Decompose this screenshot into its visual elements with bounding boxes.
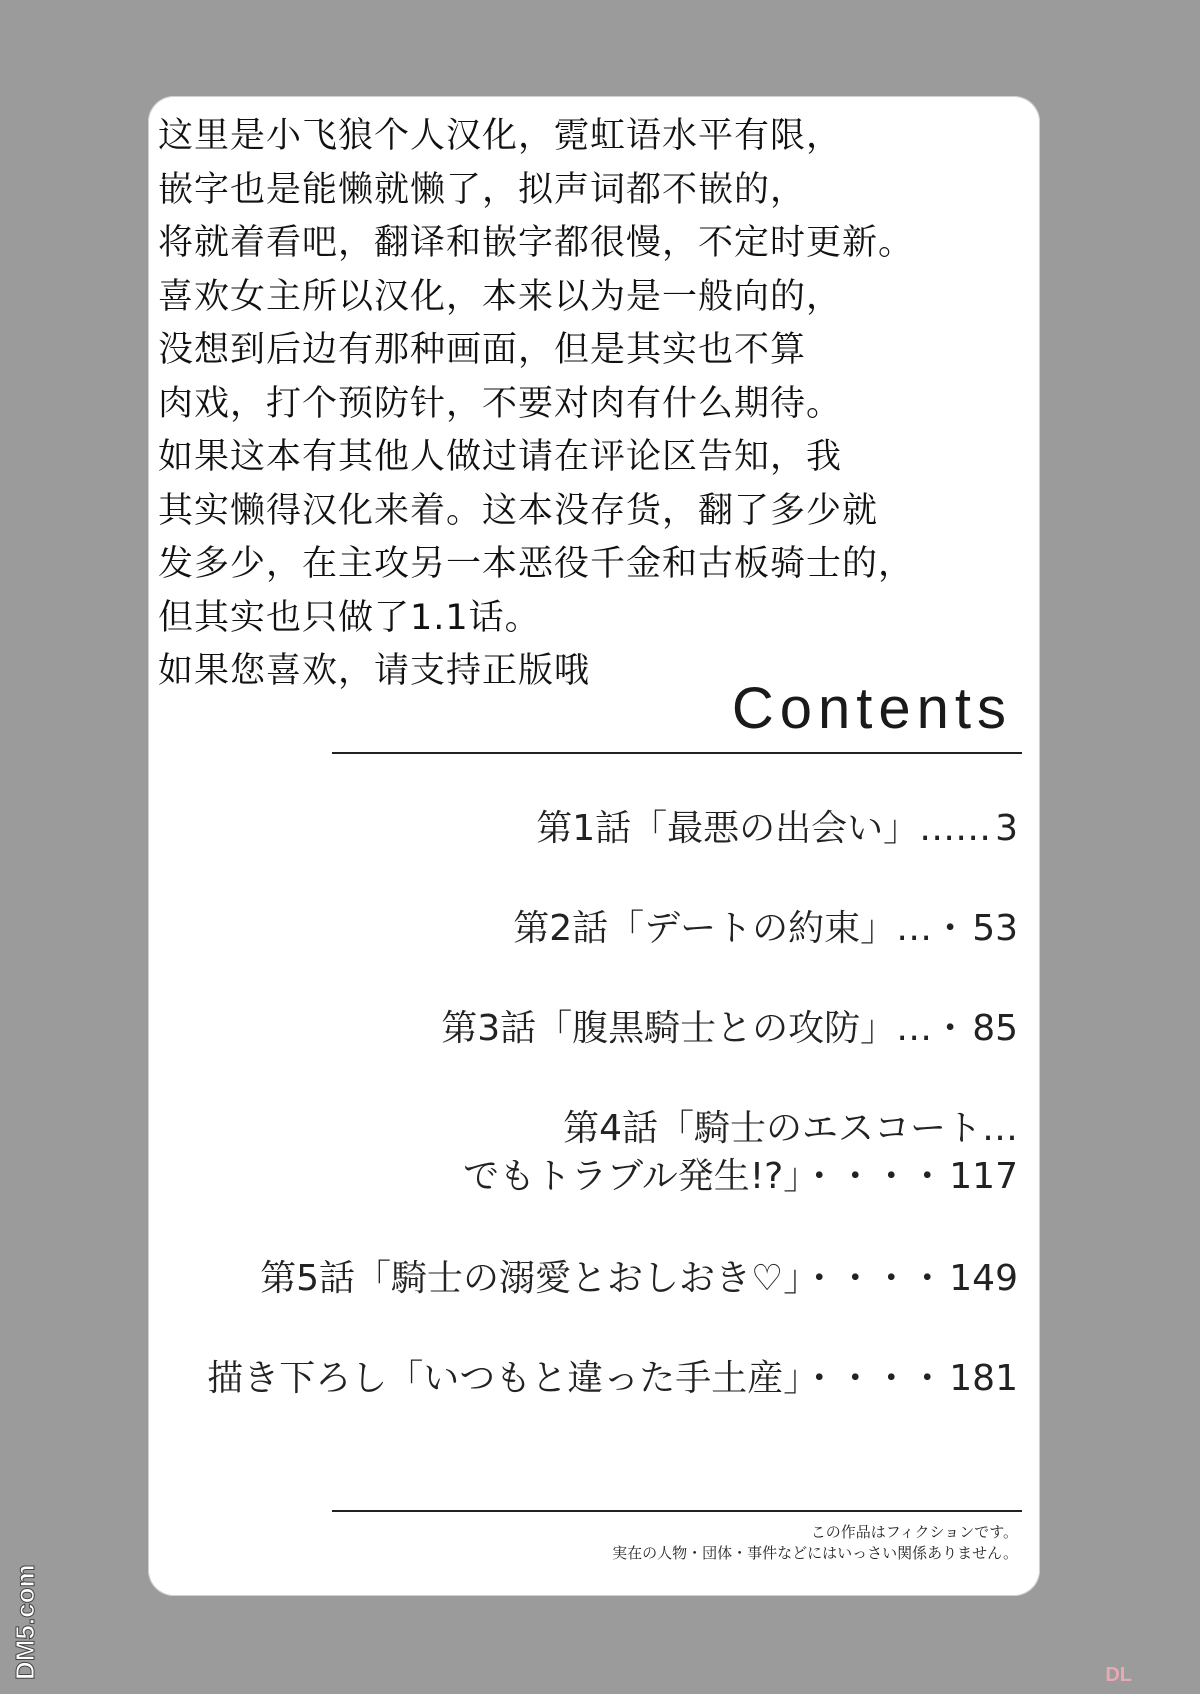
- note-line: 如果这本有其他人做过请在评论区告知，我: [158, 437, 843, 477]
- toc-entry-chapter-3[interactable]: [441, 1005, 1018, 1053]
- disclaimer-line: この作品はフィクションです。: [810, 1523, 1018, 1541]
- toc-entry-title: 第2話「デートの約束」: [513, 908, 897, 949]
- note-line: 肉戏，打个预防针，不要对肉有什么期待。: [158, 383, 843, 424]
- note-line: 但其实也只做了1.1话。: [158, 597, 541, 638]
- note-line: 嵌字也是能懒就懒了，拟声词都不嵌的，: [158, 169, 807, 210]
- toc-entry-title: 第5話「騎士の溺愛とおしおき♡」: [260, 1258, 802, 1299]
- translator-note: [158, 110, 1058, 699]
- note-line: 其实懒得汉化来着。这本没存货，翻了多少就: [158, 490, 879, 531]
- toc-page-number: 85: [972, 1008, 1018, 1049]
- toc-leader-dots: ・・・・: [801, 1156, 946, 1197]
- contents-heading: Contents: [731, 676, 1012, 741]
- toc-entry-chapter-2[interactable]: [513, 905, 1018, 953]
- svg-text:DM5.com: DM5.com: [10, 1564, 40, 1680]
- note-line: 发多少，在主攻另一本恶役千金和古板骑士的，: [158, 544, 915, 584]
- toc-entry-chapter-1[interactable]: [536, 805, 1018, 853]
- contents-divider: [332, 752, 1022, 754]
- toc-entry-title: 描き下ろし「いつもと違った手土産」: [207, 1358, 802, 1399]
- note-line: 喜欢女主所以汉化，本来以为是一般向的，: [158, 276, 843, 317]
- toc-page-number: 149: [949, 1258, 1018, 1299]
- toc-leader-dots: …・: [896, 908, 969, 949]
- note-line: 如果您喜欢，请支持正版哦: [158, 651, 591, 691]
- note-line: 没想到后边有那种画面，但是其实也不算: [158, 330, 807, 370]
- toc-entry-bonus[interactable]: [207, 1355, 1018, 1403]
- toc-entry-chapter-5[interactable]: [260, 1255, 1018, 1303]
- disclaimer-divider: [332, 1510, 1022, 1512]
- site-watermark-logo: [4, 1540, 50, 1690]
- toc-entry-title: 第4話「騎士のエスコート…: [563, 1108, 1018, 1149]
- corner-watermark: DL: [1105, 1664, 1132, 1686]
- toc-leader-dots: ……: [919, 808, 992, 849]
- toc-page-number: 181: [949, 1358, 1018, 1399]
- note-line: 这里是小飞狼个人汉化，霓虹语水平有限，: [158, 116, 843, 156]
- fiction-disclaimer: [612, 1522, 1018, 1564]
- toc-page-number: 3: [995, 808, 1018, 849]
- toc-leader-dots: ・・・・: [801, 1258, 946, 1299]
- toc-entry-title: 第1話「最悪の出会い」: [536, 808, 920, 849]
- toc-page-number: 117: [949, 1156, 1018, 1197]
- toc-entry-title-cont: でもトラブル発生!?」: [463, 1156, 802, 1197]
- toc-leader-dots: …・: [896, 1008, 969, 1049]
- toc-entry-title: 第3話「腹黒騎士との攻防」: [441, 1008, 897, 1049]
- toc-leader-dots: ・・・・: [801, 1358, 946, 1399]
- toc-page-number: 53: [972, 908, 1018, 949]
- toc-entry-chapter-4[interactable]: [463, 1105, 1018, 1201]
- note-line: 将就着看吧，翻译和嵌字都很慢，不定时更新。: [158, 223, 915, 263]
- watermark-logo-icon: [4, 1540, 50, 1690]
- disclaimer-line: 実在の人物・団体・事件などにはいっさい関係ありません。: [612, 1544, 1018, 1562]
